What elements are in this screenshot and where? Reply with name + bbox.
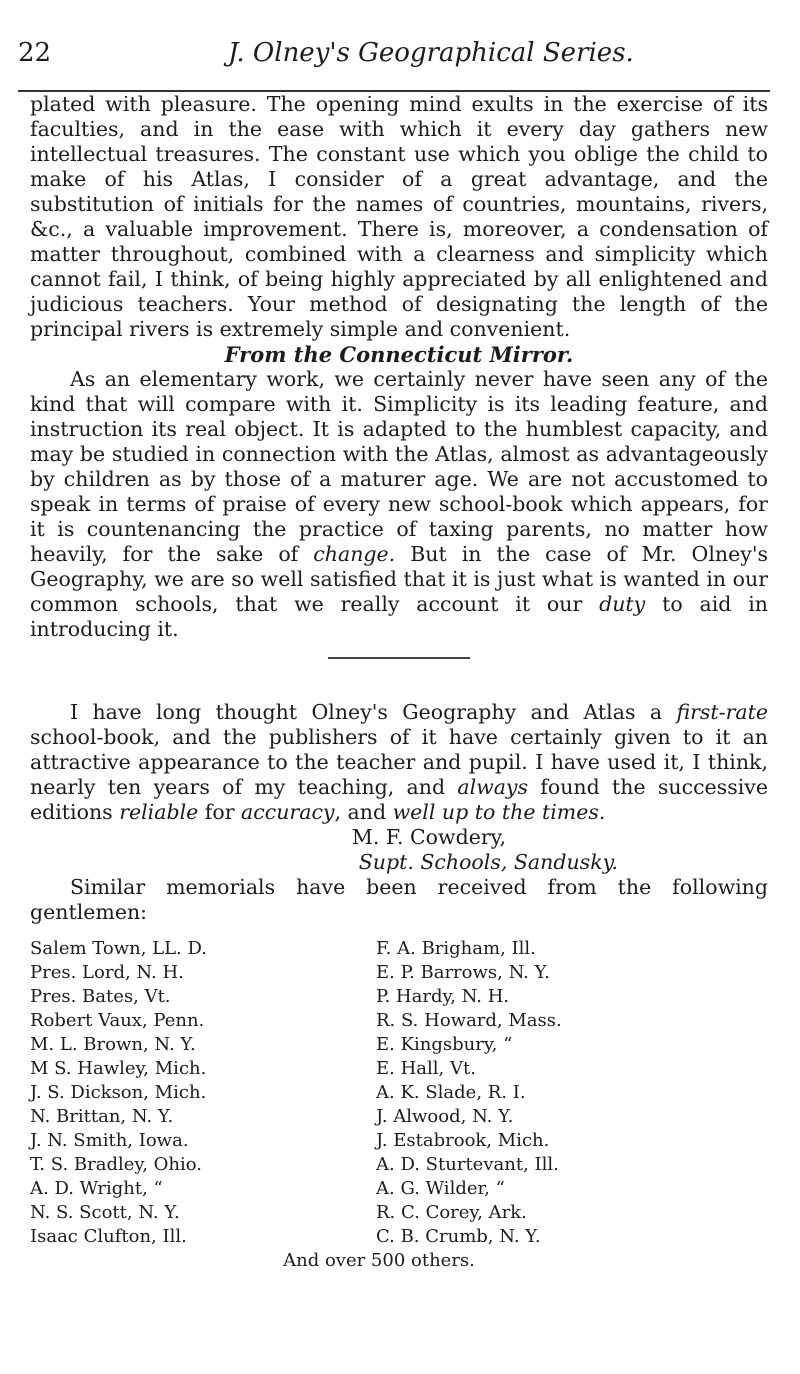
page-header <box>18 38 772 78</box>
list-item: E. P. Barrows, N. Y. <box>376 962 550 983</box>
paragraph-continued: plated with pleasure. The opening mind exults in the exercise of its faculties, and in the ease with which it every day gathers new intellectual treasures. The constant use which you oblige the child to make of his Atlas, I consider of a great advantage, and the substitution of initials for the names of countries, mountains, rivers, &c., a valuable improvement. There is, moreover, a condensation of matter throughout, combined with a clearness and simplicity which cannot fail, I think, of being highly appreciated by all enlightened and judicious teachers. Your method of designating the length of the principal rivers is extremely simple and convenient. <box>30 92 768 341</box>
signature-name: M. F. Cowdery, <box>351 825 506 849</box>
list-item: R. C. Corey, Ark. <box>376 1202 527 1223</box>
list-item: M. L. Brown, N. Y. <box>30 1034 196 1055</box>
list-item: A. K. Slade, R. I. <box>376 1082 526 1103</box>
list-item: C. B. Crumb, N. Y. <box>376 1226 541 1247</box>
paragraph-cowdery: I have long thought Olney's Geography and Atlas a first-rate school-book, and the publishers of it have certainly given to it an attractive appearance to the teacher and pupil. I have used it, I think, nearly ten years of my teaching, and always found the successive editions reliable for accuracy, and well up to the times. <box>30 700 768 824</box>
list-item: A. D. Wright, “ <box>30 1178 163 1199</box>
paragraph-connecticut-mirror: As an elementary work, we certainly never have seen any of the kind that will compare with it. Simplicity is its leading feature, and instruction its real object. It is adapted to the humblest capacity, and may be studied in connection with the Atlas, almost as advantageously by children as by those of a maturer age. We are not accustomed to speak in terms of praise of every new school-book which appears, for it is countenancing the practice of taxing parents, no matter how heavily, for the sake of change. But in the case of Mr. Olney's Geography, we are so well satisfied that it is just what is wanted in our common schools, that we really account it our duty to aid in introducing it. <box>30 367 768 641</box>
list-item: N. Brittan, N. Y. <box>30 1106 174 1127</box>
page-body <box>30 92 768 1273</box>
list-item: A. G. Wilder, “ <box>376 1178 505 1199</box>
names-column-left <box>30 937 376 1249</box>
names-list <box>30 937 768 1249</box>
list-item: Salem Town, LL. D. <box>30 938 208 959</box>
list-item: T. S. Bradley, Ohio. <box>30 1154 203 1175</box>
list-item: Isaac Clufton, Ill. <box>30 1226 187 1247</box>
list-item: E. Hall, Vt. <box>376 1058 476 1079</box>
source-heading: From the Connecticut Mirror. <box>224 342 574 367</box>
list-item: Pres. Bates, Vt. <box>30 986 171 1007</box>
list-item: J. S. Dickson, Mich. <box>30 1082 207 1103</box>
list-item: J. Estabrook, Mich. <box>376 1130 550 1151</box>
list-item: A. D. Sturtevant, Ill. <box>376 1154 559 1175</box>
section-divider <box>328 657 470 659</box>
list-item: J. Alwood, N. Y. <box>376 1106 514 1127</box>
list-item: M S. Hawley, Mich. <box>30 1058 207 1079</box>
list-item: Robert Vaux, Penn. <box>30 1010 205 1031</box>
list-item: Pres. Lord, N. H. <box>30 962 184 983</box>
list-item: N. S. Scott, N. Y. <box>30 1202 180 1223</box>
list-item: J. N. Smith, Iowa. <box>30 1130 189 1151</box>
closing-line: And over 500 others. <box>283 1250 475 1271</box>
page-number: 22 <box>18 38 52 68</box>
running-title: J. Olney's Geographical Series. <box>228 38 634 68</box>
list-item: E. Kingsbury, “ <box>376 1034 513 1055</box>
list-item: R. S. Howard, Mass. <box>376 1010 562 1031</box>
list-item: F. A. Brigham, Ill. <box>376 938 536 959</box>
list-item: P. Hardy, N. H. <box>376 986 510 1007</box>
similar-memorials-intro: Similar memorials have been received from the following gentlemen: <box>30 875 768 924</box>
signature-title: Supt. Schools, Sandusky. <box>358 850 618 874</box>
names-column-right <box>376 937 756 1249</box>
